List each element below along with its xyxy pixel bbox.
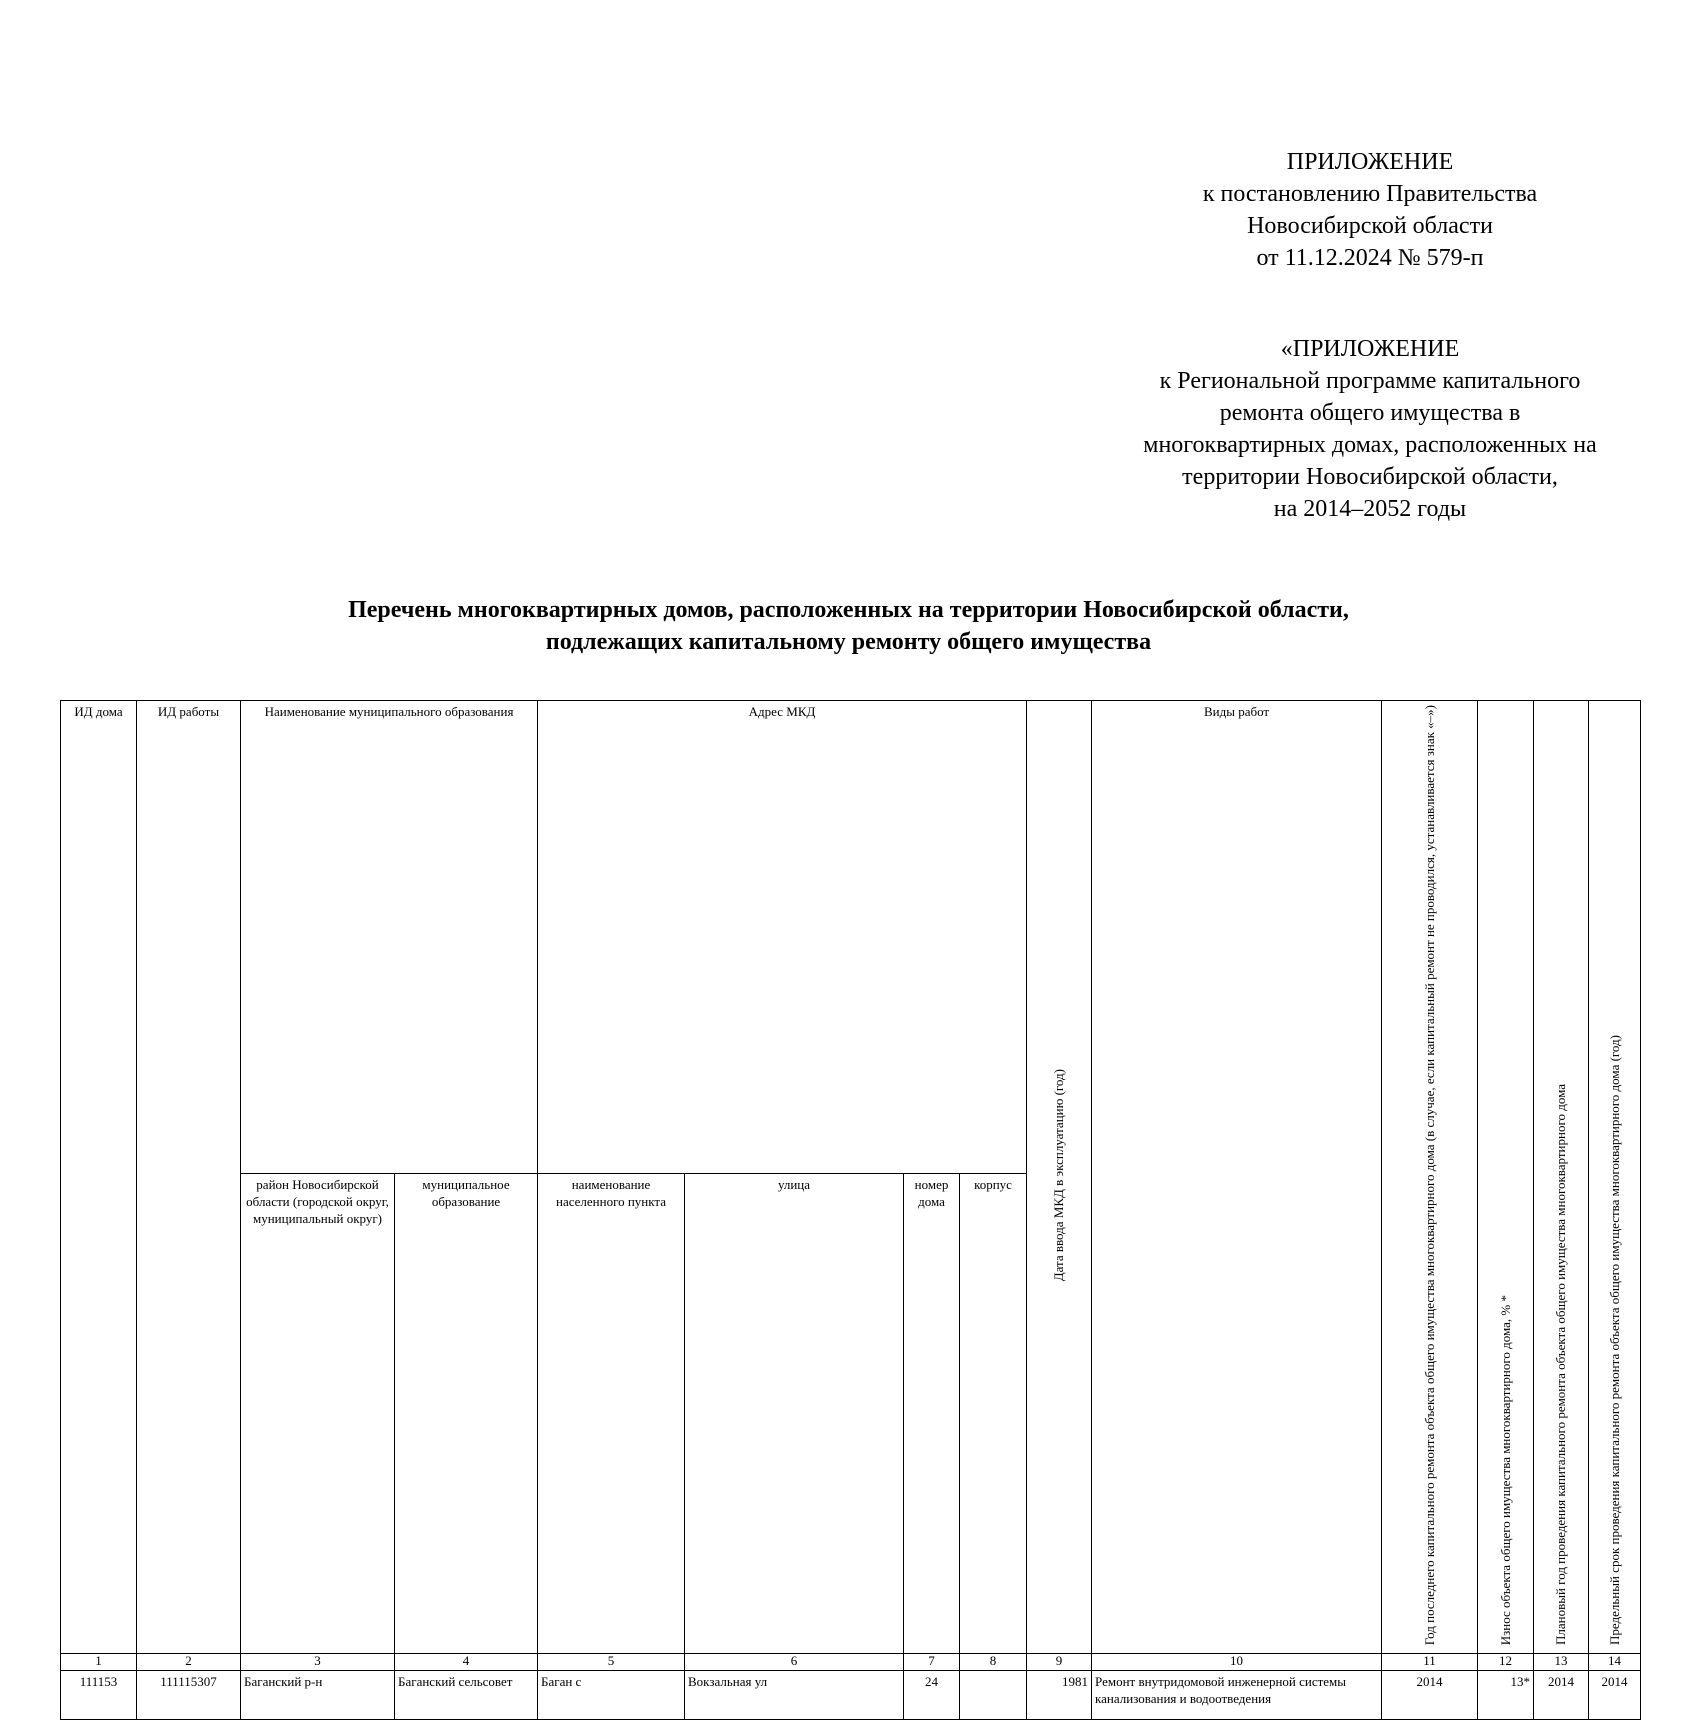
- appendix-line: многоквартирных домах, расположенных на: [1143, 432, 1597, 458]
- appendix-line: к Региональной программе капитального: [1159, 368, 1581, 394]
- header-planned-year: [1534, 701, 1589, 1654]
- header-municipal-entity: муниципальное образование: [395, 1173, 538, 1654]
- column-number: 7: [904, 1654, 960, 1671]
- cell-work-type: Ремонт внутридомовой инженерной системы канализования и водоотведения: [1092, 1671, 1382, 1720]
- header-commission-date: [1027, 701, 1092, 1654]
- column-number: 4: [395, 1654, 538, 1671]
- cell-street: Вокзальная ул: [685, 1671, 904, 1720]
- header-planned-year-text: Плановый год проведения капитального ремонта объекта общего имущества многоквартирного дома: [1553, 1084, 1569, 1646]
- column-number: 6: [685, 1654, 904, 1671]
- column-number: 8: [960, 1654, 1027, 1671]
- header-row: [61, 701, 1641, 1174]
- column-number: 9: [1027, 1654, 1092, 1671]
- cell-settlement: Баган с: [538, 1671, 685, 1720]
- column-number: 11: [1382, 1654, 1478, 1671]
- header-deadline-text: Предельный срок проведения капитального ремонта объекта общего имущества многоквартирного дома (год): [1606, 1035, 1622, 1646]
- apartment-buildings-table: [60, 700, 1641, 1720]
- appendix-line: к постановлению Правительства: [1202, 181, 1538, 207]
- table-row: [61, 1671, 1641, 1720]
- appendix-line: ремонта общего имущества в: [1219, 400, 1521, 426]
- header-commission-date-text: Дата ввода МКД в эксплуатацию (год): [1051, 1068, 1067, 1282]
- column-number-row: [61, 1654, 1641, 1671]
- cell-commission-year: 1981: [1027, 1671, 1092, 1720]
- cell-deadline: 2014: [1589, 1671, 1641, 1720]
- government-decree-appendix-block: [1160, 146, 1580, 274]
- header-building: корпус: [960, 1173, 1027, 1654]
- column-number: 14: [1589, 1654, 1641, 1671]
- appendix-heading: ПРИЛОЖЕНИЕ: [1286, 149, 1454, 175]
- column-number: 5: [538, 1654, 685, 1671]
- cell-house-number: 24: [904, 1671, 960, 1720]
- header-last-repair-year: [1382, 701, 1478, 1654]
- column-number: 1: [61, 1654, 137, 1671]
- title-line: подлежащих капитальному ремонту общего имущества: [545, 629, 1152, 655]
- appendix-date-number: от 11.12.2024 № 579-п: [1256, 245, 1484, 271]
- column-number: 12: [1478, 1654, 1534, 1671]
- cell-work-id: 111115307: [137, 1671, 241, 1720]
- cell-municipal-entity: Баганский сельсовет: [395, 1671, 538, 1720]
- cell-house-id: 111153: [61, 1671, 137, 1720]
- appendix-heading: «ПРИЛОЖЕНИЕ: [1280, 336, 1460, 362]
- title-line: Перечень многоквартирных домов, расположенных на территории Новосибирской области,: [348, 597, 1349, 623]
- header-house-number: номер дома: [904, 1173, 960, 1654]
- cell-wear: 13*: [1478, 1671, 1534, 1720]
- column-number: 3: [241, 1654, 395, 1671]
- column-number: 2: [137, 1654, 241, 1671]
- cell-building: [960, 1671, 1027, 1720]
- cell-last-repair-year: 2014: [1382, 1671, 1478, 1720]
- header-deadline: [1589, 701, 1641, 1654]
- appendix-line: территории Новосибирской области,: [1182, 464, 1558, 490]
- header-street: улица: [685, 1173, 904, 1654]
- header-district: район Новосибирской области (городской округ, муниципальный округ): [241, 1173, 395, 1654]
- regional-program-appendix-block: [1090, 333, 1650, 525]
- header-municipality: Наименование муниципального образования: [241, 701, 538, 1174]
- cell-planned-year: 2014: [1534, 1671, 1589, 1720]
- header-house-id: ИД дома: [61, 701, 137, 1654]
- appendix-line: Новосибирской области: [1247, 213, 1493, 239]
- header-wear-text: Износ объекта общего имущества многоквартирного дома, % *: [1497, 1294, 1513, 1646]
- header-address: Адрес МКД: [538, 701, 1027, 1174]
- header-work-types: Виды работ: [1092, 701, 1382, 1654]
- cell-district: Баганский р-н: [241, 1671, 395, 1720]
- header-wear: [1478, 701, 1534, 1654]
- header-work-id: ИД работы: [137, 701, 241, 1654]
- header-settlement: наименование населенного пункта: [538, 1173, 685, 1654]
- column-number: 13: [1534, 1654, 1589, 1671]
- document-title: [0, 594, 1697, 658]
- appendix-line: на 2014–2052 годы: [1273, 496, 1467, 522]
- column-number: 10: [1092, 1654, 1382, 1671]
- header-last-repair-year-text: Год последнего капитального ремонта объекта общего имущества многоквартирного дома (в случае, если капитальный ремонт не проводился, устанавливается знак «–»): [1421, 705, 1437, 1646]
